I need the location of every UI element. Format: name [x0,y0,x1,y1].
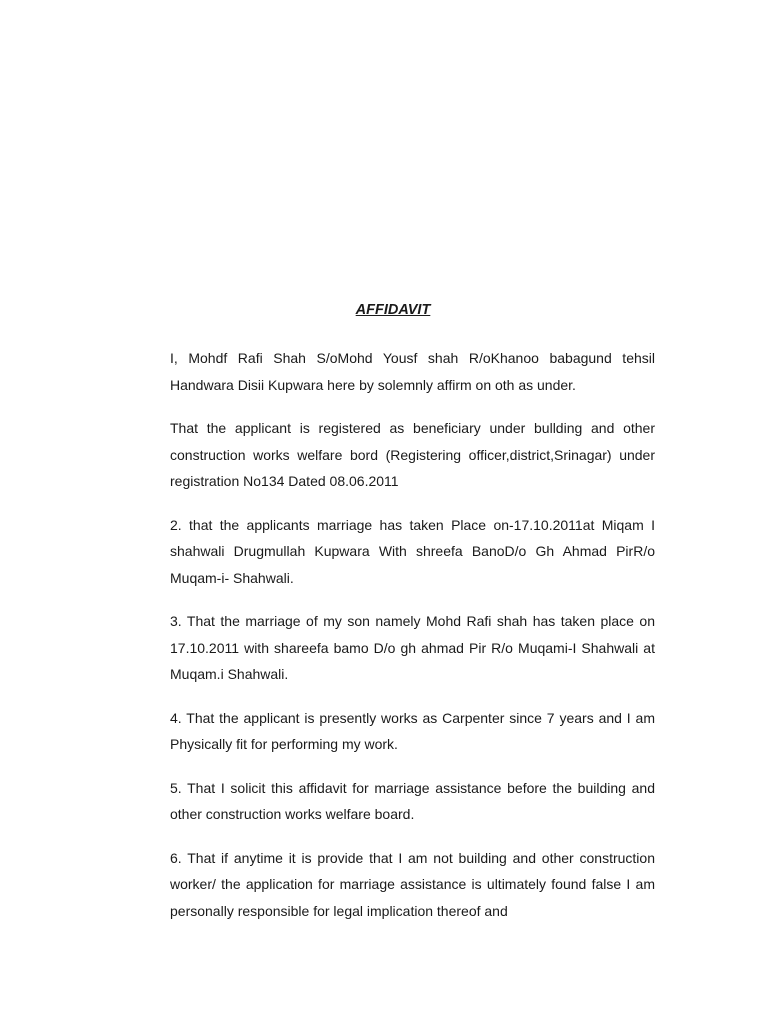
paragraph-intro: I, Mohdf Rafi Shah S/oMohd Yousf shah R/oKhanoo babagund tehsil Handwara Disii Kupwara here by solemnly affirm on oth as under. [170,350,655,393]
paragraph-6: 6. That if anytime it is provide that I am not building and other construction worker/ the application for marriage assistance is ultimately found false I am personally responsible for legal implication thereof and [170,849,655,919]
paragraph-2: 2. that the applicants marriage has taken Place on-17.10.2011at Miqam I shahwali Drugmullah Kupwara With shreefa BanoD/o Gh Ahmad PirR/o Muqam-i- Shahwali. [170,516,655,586]
document-title-text: AFFIDAVIT [355,302,431,318]
document-body [170,345,655,941]
document-title [0,302,768,318]
paragraph-registration: That the applicant is registered as beneficiary under bullding and other construction works welfare bord (Registering officer,district,Srinagar) under registration No134 Dated 08.06.2011 [170,420,655,489]
paragraph-3: 3. That the marriage of my son namely Mohd Rafi shah has taken place on 17.10.2011 with shareefa bamo D/o gh ahmad Pir R/o Muqami-I Shahwali at Muqam.i Shahwali. [170,613,655,682]
paragraph-4: 4. That the applicant is presently works as Carpenter since 7 years and I am Physically fit for performing my work. [170,709,655,752]
paragraph-5: 5. That I solicit this affidavit for marriage assistance before the building and other construction works welfare board. [170,779,655,822]
